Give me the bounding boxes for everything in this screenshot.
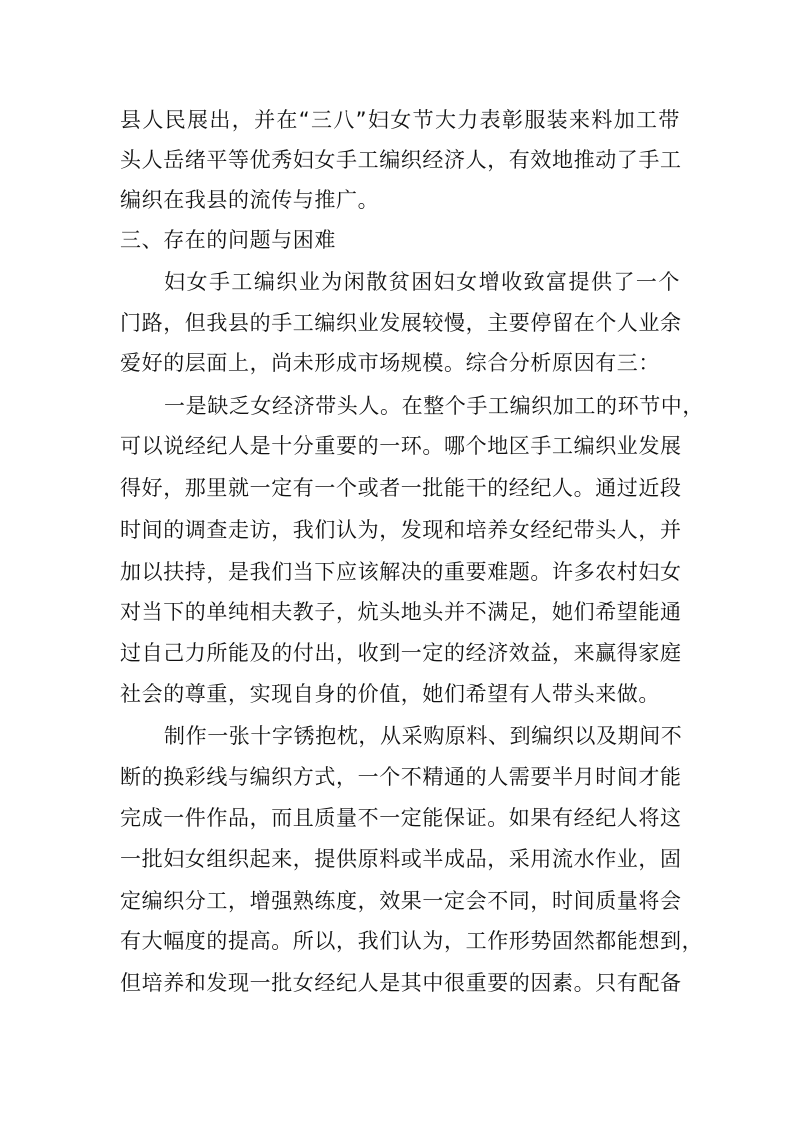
text-line: 但培养和发现一批女经纪人是其中很重要的因素。只有配备: [120, 971, 682, 995]
text-line: 得好，那里就一定有一个或者一批能干的经纪人。通过近段: [120, 476, 682, 500]
text-line: 社会的尊重，实现自身的价值，她们希望有人带头来做。: [120, 682, 660, 706]
text-line: 完成一件作品，而且质量不一定能保证。如果有经纪人将这: [120, 806, 682, 830]
text-line: 制作一张十字锈抱枕，从采购原料、到编织以及期间不: [164, 724, 683, 748]
text-line: 定编织分工，增强熟练度，效果一定会不同，时间质量将会: [120, 889, 682, 913]
text-line: 一批妇女组织起来，提供原料或半成品，采用流水作业，固: [120, 847, 682, 871]
text-line: 加以扶持，是我们当下应该解决的重要难题。许多农村妇女: [120, 560, 682, 584]
text-line: 过自己力所能及的付出，收到一定的经济效益，来赢得家庭: [120, 641, 682, 665]
text-line: 妇女手工编织业为闲散贫困妇女增收致富提供了一个: [164, 270, 680, 294]
text-line: 爱好的层面上，尚未形成市场规模。综合分析原因有三：: [120, 351, 660, 375]
text-line: 编织在我县的流传与推广。: [120, 188, 380, 212]
text-line: 时间的调查走访，我们认为，发现和培养女经纪带头人，并: [120, 518, 682, 542]
text-line: 可以说经纪人是十分重要的一环。哪个地区手工编织业发展: [120, 434, 682, 458]
text-line: 断的换彩线与编织方式，一个不精通的人需要半月时间才能: [120, 765, 682, 789]
text-line: 对当下的单纯相夫教子，炕头地头并不满足，她们希望能通: [120, 600, 682, 624]
text-line: 门路，但我县的手工编织业发展较慢，主要停留在个人业余: [120, 311, 682, 335]
text-line: 有大幅度的提高。所以，我们认为，工作形势固然都能想到，: [120, 929, 704, 953]
text-line: 县人民展出，并在“三八”妇女节大力表彰服装来料加工带: [120, 108, 680, 132]
section-heading: 三、存在的问题与困难: [120, 228, 336, 252]
text-line: 头人岳绪平等优秀妇女手工编织经济人，有效地推动了手工: [120, 148, 682, 172]
text-line: 一是缺乏女经济带头人。在整个手工编织加工的环节中，: [164, 394, 704, 418]
